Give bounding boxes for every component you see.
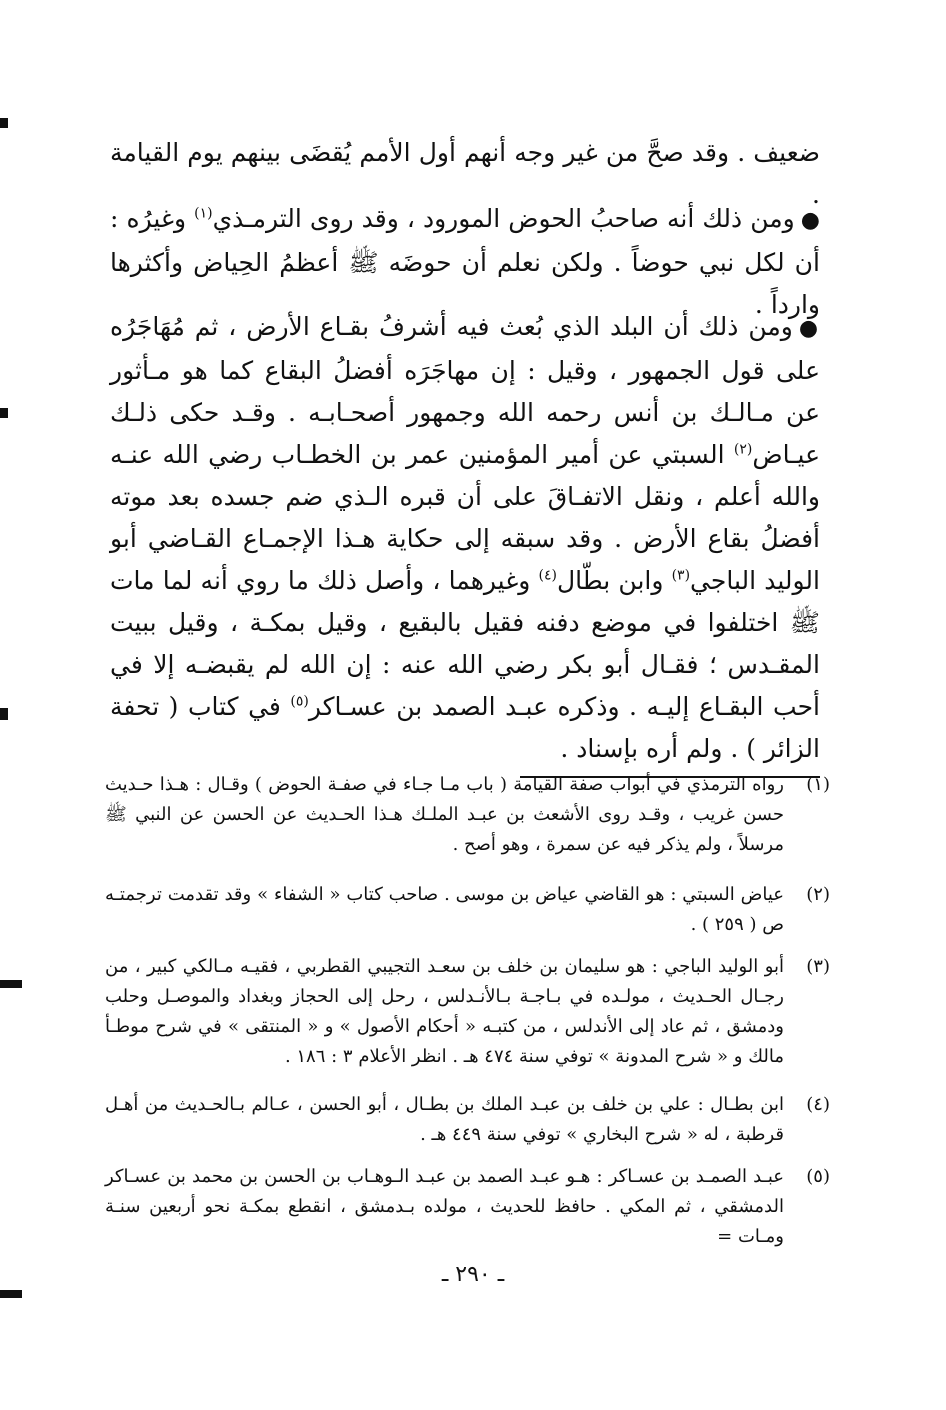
paragraph-2-text: وغيرُه : أن لكل نبي حوضاً . ولكن نعلم أن حوضَه ﷺ أعظمُ الحِياض وأكثرها وارداً . <box>110 204 820 319</box>
scan-edge-mark <box>0 708 8 720</box>
paragraph-2-text: ومن ذلك أنه صاحبُ الحوض المورود ، وقد روى الترمـذي <box>212 204 795 233</box>
footnote-number: (٤) <box>806 1094 830 1115</box>
scan-edge-mark <box>0 118 8 128</box>
footnote-number: (٢) <box>806 884 830 905</box>
paragraph-3-text: وغيرهما ، وأصل ذلك ما روي أنه لما مات ﷺ اختلفوا في موضع دفنه فقيل بالبقيع ، وقيل بمكـة ، وقيل ببيت المقـدس ؛ فقـال أبو بكر رضي الله عنه : إن الله لم يقبضـه إلا في أحب البقـاع إليـه . وذكره عبـد الصمد بن عسـاكر <box>110 566 820 721</box>
footnote-number: (٥) <box>806 1166 830 1187</box>
page-number: ـ ٢٩٠ ـ <box>441 1262 505 1287</box>
footnote-5 <box>105 1162 830 1252</box>
bullet-icon: ● <box>798 316 820 341</box>
footnote-text: أبو الوليد الباجي : هو سليمان بن خلف بن سعـد التجيبي القطربي ، فقيـه مـالكي كبير ، من رجـال الحـديث ، مولـده في بـاجـة بـالأنـدلس ، رحل إلى الحجاز وبغداد والموصـل وحلب ودمشق ، ثم عاد إلى الأندلس ، من كتبـه « أحكام الأصول » و « المنتقى » في شرح موطـأ مالك و « شرح المدونة » توفي سنة ٤٧٤ هـ . انظر الأعلام ٣ : ١٨٦ . <box>105 956 784 1067</box>
footnote-number: (٣) <box>806 956 830 977</box>
footnote-ref-5: (٥) <box>290 693 309 710</box>
paragraph-3-text: في كتاب ( تحفة الزائر ) . ولم أره بإسناد . <box>110 692 820 763</box>
footnote-ref-2: (٢) <box>733 441 753 458</box>
footnote-ref-1: (١) <box>194 205 213 222</box>
paragraph-3-text: ومن ذلك أن البلد الذي بُعث فيه أشرفُ بقـاع الأرض ، ثم مُهَاجَرُه على قول الجمهور ، وقيل : إن مهاجَرَه أفضلُ البقاع كما هو مـأثور عن مـالـك بن أنس رحمه الله وجمهور أصحـابـه . وقـد حكى ذلـك عيـاض <box>110 312 820 469</box>
scan-edge-mark <box>0 1290 22 1298</box>
bullet-icon: ● <box>800 208 820 233</box>
footnote-ref-4: (٤) <box>538 567 557 584</box>
footnote-text: عبـد الصمـد بن عسـاكر : هـو عبـد الصمد بن عبـد الـوهـاب بن الحسن بن محمد بن عسـاكر الدمشقي ، ثم المكي . حافظ للحديث ، مولده بـدمشق ، انقطع بمكـة نحو أربعين سنـة ومـات = <box>105 1166 784 1247</box>
paragraph-1: ضعيف . وقد صحَّ من غير وجه أنهم أول الأمم يُقضَى بينهم يوم القيامة . <box>110 138 820 209</box>
footnote-text: ابن بطـال : علي بن خلف بن عبـد الملك بن بطـال ، أبو الحسن ، عـالم بـالحـديث من أهـل قرطبة ، له « شرح البخاري » توفي سنة ٤٤٩ هـ . <box>105 1094 784 1145</box>
paragraph-3-text: وابن بطّال <box>557 566 672 595</box>
footnote-2 <box>105 880 830 940</box>
footnote-4 <box>105 1090 830 1150</box>
footnote-3 <box>105 952 830 1072</box>
scan-edge-mark <box>0 980 22 988</box>
footnote-text: رواه الترمذي في أبواب صفة القيامة ( باب مـا جـاء في صفـة الحوض ) وقـال : هـذا حـديث حسن غريب ، وقـد روى الأشعث بن عبـد الملـك هـذا الحـديث عن الحسن عن النبي ﷺ مرسلاً ، ولم يذكر فيه عن سمرة ، وهو أصح . <box>105 774 784 855</box>
footnote-ref-3: (٣) <box>671 567 691 584</box>
paragraph-3-text: السبتي عن أمير المؤمنين عمر بن الخطـاب رضي الله عنـه والله أعلم ، ونقل الاتفـاقَ على أن قبره الـذي ضم جسده بعد موته أفضلُ بقاع الأرض . وقد سبقه إلى حكاية هـذا الإجمـاع القـاضي أبو الوليد الباجي <box>110 440 820 595</box>
paragraph-3 <box>110 306 820 770</box>
footnote-1 <box>105 770 830 860</box>
scan-edge-mark <box>0 408 8 418</box>
footnote-text: عياض السبتي : هو القاضي عياض بن موسى . صاحب كتاب « الشفاء » وقد تقدمت ترجمتـه ص ( ٢٥٩ ) . <box>105 884 784 935</box>
footnote-number: (١) <box>806 774 830 795</box>
